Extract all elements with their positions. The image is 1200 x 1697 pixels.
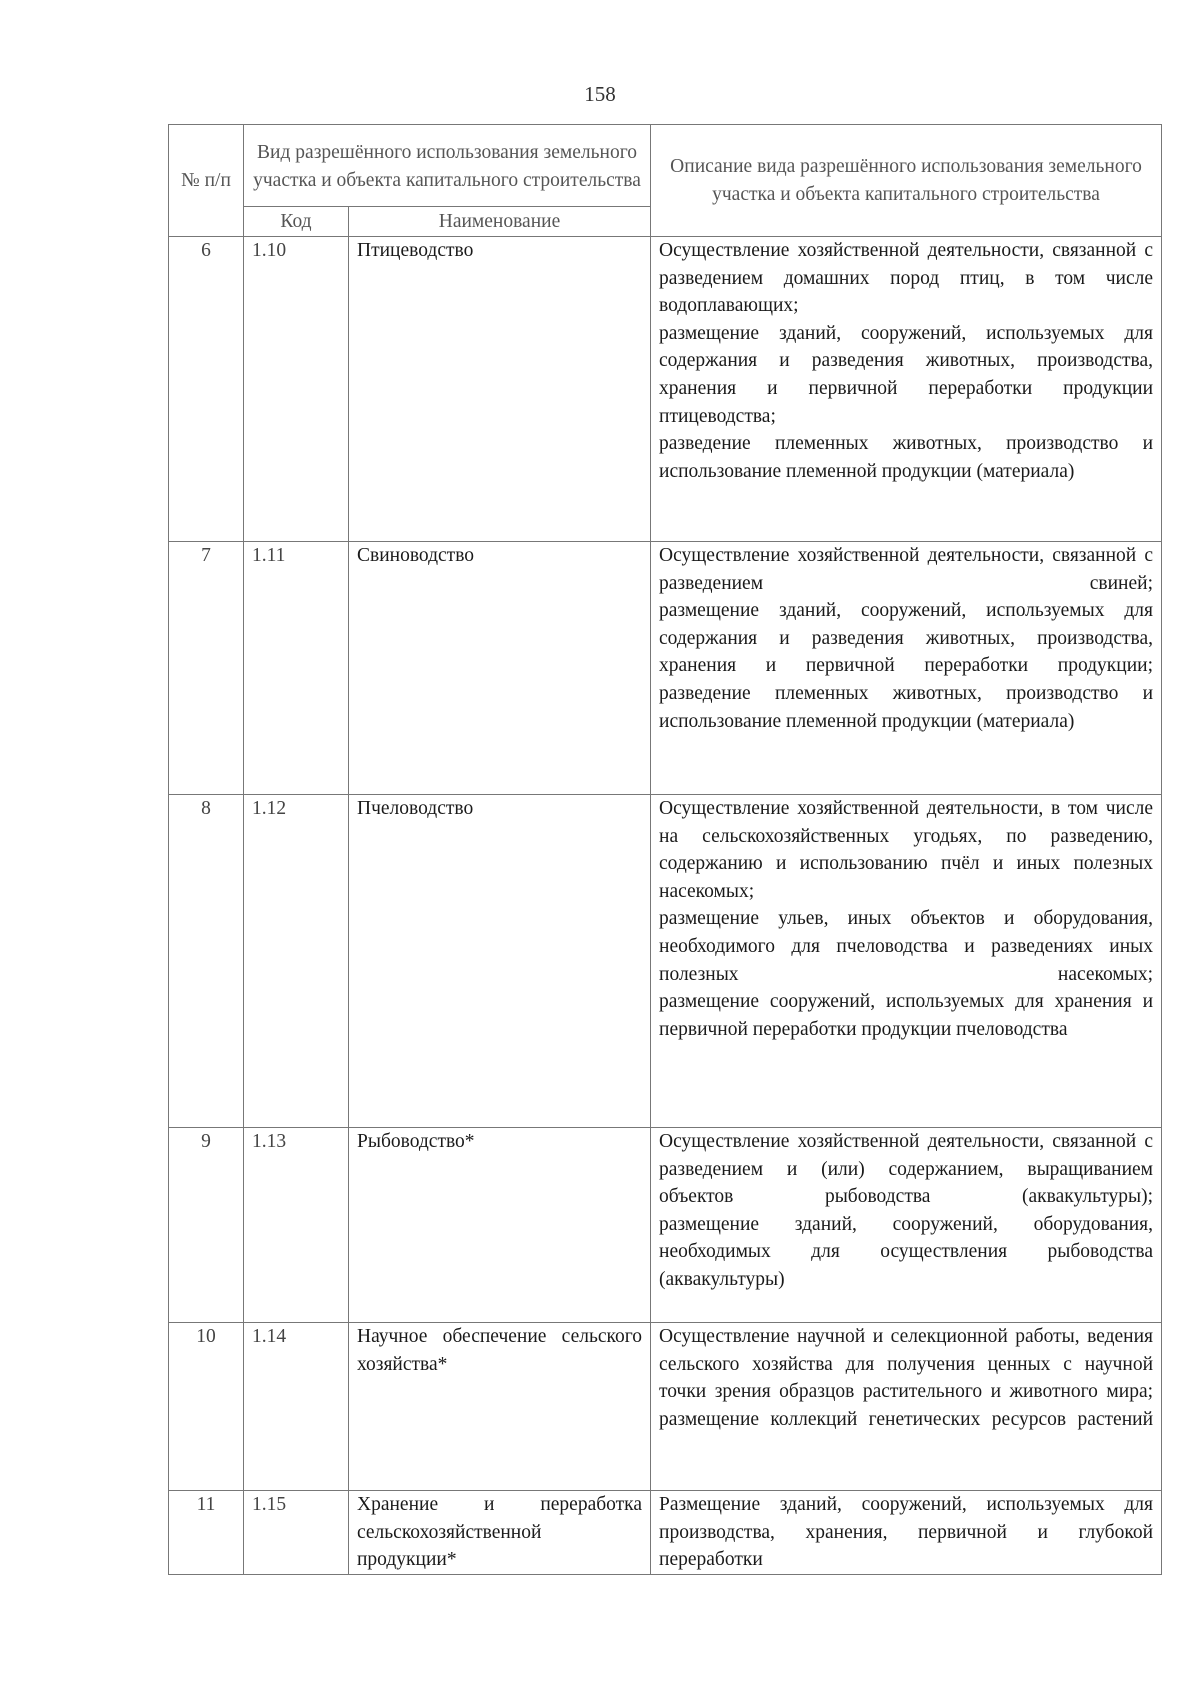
- description-paragraph: Размещение зданий, сооружений, используемых для производства, хранения, первичной и глубокой переработки: [659, 1494, 1154, 1571]
- row-description: [651, 795, 1162, 1128]
- row-code: 1.13: [244, 1128, 349, 1323]
- row-name: Хранение и переработка сельскохозяйственной продукции*: [349, 1491, 651, 1575]
- description-paragraph: размещение зданий, сооружений, используемых для содержания и разведения животных, производства, хранения и первичной переработки продукции;: [659, 600, 1154, 677]
- row-code: 1.14: [244, 1323, 349, 1491]
- row-name: Птицеводство: [349, 237, 651, 542]
- header-number: № п/п: [169, 125, 244, 237]
- row-number: 8: [169, 795, 244, 1128]
- header-permitted-use-type: Вид разрешённого использования земельного участка и объекта капитального строительства: [244, 125, 651, 207]
- description-paragraph: размещение зданий, сооружений, используемых для содержания и разведения животных, производства, хранения и первичной переработки продукции птицеводства;: [659, 322, 1154, 427]
- table-header-row: [169, 125, 1162, 207]
- header-name: Наименование: [349, 207, 651, 237]
- description-paragraph: размещение зданий, сооружений, оборудования, необходимых для осуществления рыбоводства (аквакультуры): [659, 1213, 1154, 1290]
- description-paragraph: Осуществление хозяйственной деятельности, связанной с разведением свиней;: [659, 545, 1154, 594]
- row-name: Свиноводство: [349, 542, 651, 795]
- row-description: [651, 1491, 1162, 1575]
- page-number: 158: [584, 82, 616, 106]
- table-row: [169, 795, 1162, 1128]
- row-number: 9: [169, 1128, 244, 1323]
- row-name: Пчеловодство: [349, 795, 651, 1128]
- description-paragraph: размещение ульев, иных объектов и оборудования, необходимого для пчеловодства и разведениях иных полезных насекомых;: [659, 908, 1154, 985]
- row-name: Рыбоводство*: [349, 1128, 651, 1323]
- header-code: Код: [244, 207, 349, 237]
- description-paragraph: Осуществление хозяйственной деятельности, в том числе на сельскохозяйственных угодьях, по разведению, содержанию и использованию пчёл и иных полезных насекомых;: [659, 798, 1154, 902]
- header-description: Описание вида разрешённого использования земельного участка и объекта капитального строительства: [651, 125, 1162, 237]
- description-paragraph: Осуществление хозяйственной деятельности, связанной с разведением домашних пород птиц, в том числе водоплавающих;: [659, 240, 1154, 317]
- description-paragraph: разведение племенных животных, производство и использование племенной продукции (материала): [659, 433, 1154, 482]
- row-code: 1.11: [244, 542, 349, 795]
- table-row: [169, 1491, 1162, 1575]
- description-paragraph: разведение племенных животных, производство и использование племенной продукции (материала): [659, 682, 1154, 732]
- land-use-table: [168, 124, 1162, 1575]
- description-paragraph: размещение коллекций генетических ресурсов растений: [659, 1408, 1154, 1430]
- row-number: 6: [169, 237, 244, 542]
- table-row: [169, 542, 1162, 795]
- row-code: 1.10: [244, 237, 349, 542]
- row-number: 11: [169, 1491, 244, 1575]
- row-description: [651, 1323, 1162, 1491]
- row-code: 1.15: [244, 1491, 349, 1575]
- row-description: [651, 542, 1162, 795]
- row-number: 10: [169, 1323, 244, 1491]
- row-name: Научное обеспечение сельского хозяйства*: [349, 1323, 651, 1491]
- description-paragraph: Осуществление хозяйственной деятельности, связанной с разведением и (или) содержанием, выращиванием объектов рыбоводства (аквакультуры);: [659, 1131, 1154, 1208]
- description-paragraph: размещение сооружений, используемых для хранения и первичной переработки продукции пчеловодства: [659, 991, 1154, 1040]
- table-row: [169, 237, 1162, 542]
- row-code: 1.12: [244, 795, 349, 1128]
- table-row: [169, 1323, 1162, 1491]
- row-number: 7: [169, 542, 244, 795]
- description-paragraph: Осуществление научной и селекционной работы, ведения сельского хозяйства для получения ценных с научной точки зрения образцов растительного и животного мира;: [659, 1326, 1154, 1403]
- row-description: [651, 1128, 1162, 1323]
- row-description: [651, 237, 1162, 542]
- table-row: [169, 1128, 1162, 1323]
